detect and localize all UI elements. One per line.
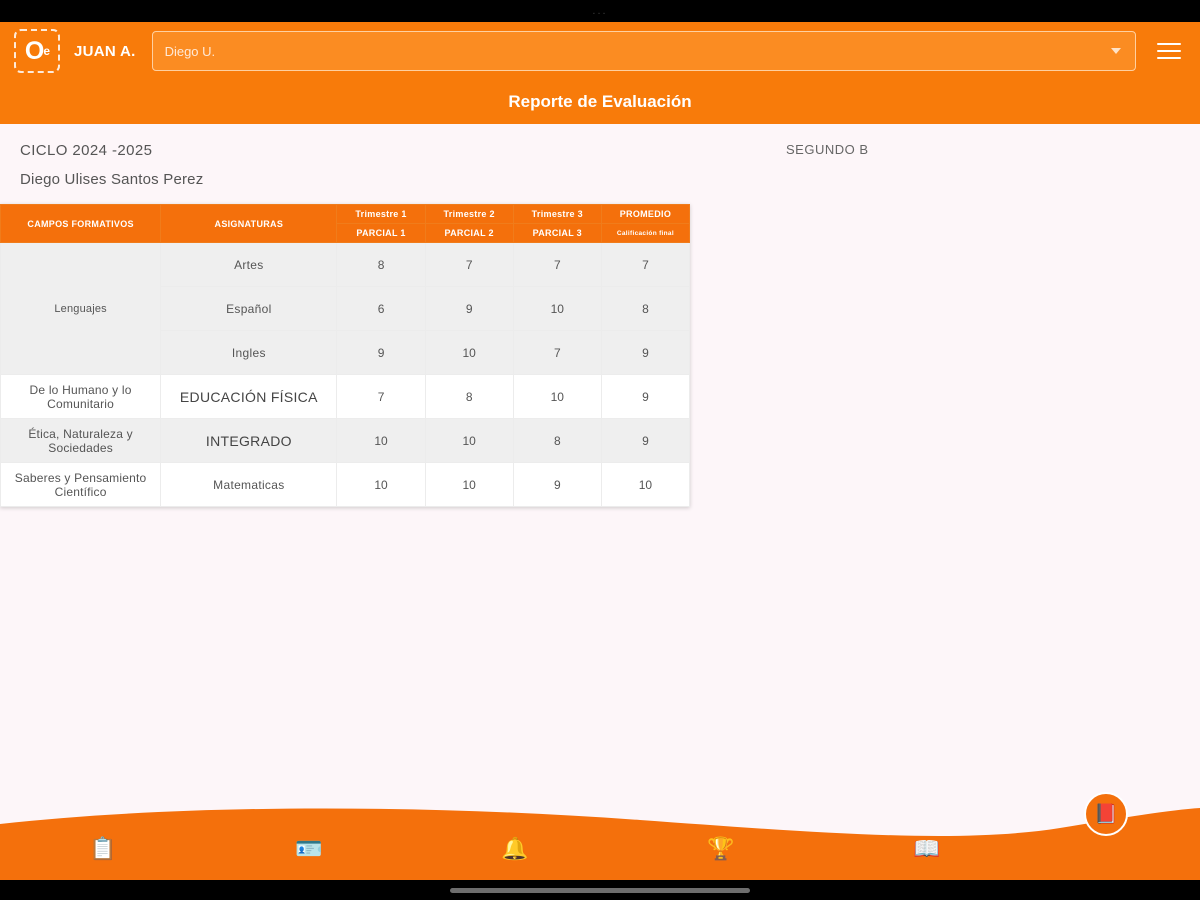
nav-item-trophy[interactable] (618, 818, 824, 880)
cell-t1: 7 (337, 375, 425, 419)
evaluation-table (0, 204, 690, 507)
content-area (0, 124, 1200, 880)
table-row (1, 463, 690, 507)
report-fab-button[interactable] (1084, 792, 1128, 836)
nav-item-book[interactable] (824, 818, 1030, 880)
report-icon: 📕 (1094, 804, 1118, 825)
page-title: Reporte de Evaluación (0, 80, 1200, 124)
table-row (1, 375, 690, 419)
evaluation-table-body (1, 243, 690, 507)
report-meta (0, 124, 1200, 188)
cell-promedio: 7 (601, 243, 689, 287)
nav-item-id-card[interactable] (206, 818, 412, 880)
cell-promedio: 9 (601, 419, 689, 463)
cell-campo: De lo Humano y lo Comunitario (1, 375, 161, 419)
header-calificacion-final: Calificación final (601, 224, 689, 243)
cell-t1: 9 (337, 331, 425, 375)
top-app-bar (0, 22, 1200, 80)
status-bar (0, 0, 1200, 22)
clipboard-clock-icon: 📋 (89, 836, 117, 861)
evaluation-table-container (0, 204, 690, 507)
cell-t1: 10 (337, 419, 425, 463)
header-trimestre-1: Trimestre 1 (337, 205, 425, 224)
nav-item-clipboard[interactable] (0, 818, 206, 880)
bottom-nav-items (0, 818, 1200, 880)
home-indicator (0, 880, 1200, 900)
cell-campo: Lenguajes (1, 243, 161, 375)
cell-t1: 6 (337, 287, 425, 331)
cell-t2: 9 (425, 287, 513, 331)
app-screen (0, 22, 1200, 880)
cell-t3: 7 (513, 331, 601, 375)
cell-asignatura: Artes (161, 243, 337, 287)
cell-asignatura: Ingles (161, 331, 337, 375)
table-row (1, 419, 690, 463)
nav-item-notifications[interactable] (412, 818, 618, 880)
report-meta-left (20, 142, 203, 188)
app-logo-superscript: e (43, 44, 50, 58)
book-icon: 📖 (913, 836, 941, 861)
header-trimestre-2: Trimestre 2 (425, 205, 513, 224)
header-parcial-3: PARCIAL 3 (513, 224, 601, 243)
group-label: SEGUNDO B (786, 142, 869, 157)
cell-t3: 7 (513, 243, 601, 287)
cell-t1: 8 (337, 243, 425, 287)
header-asignaturas: ASIGNATURAS (161, 205, 337, 243)
cell-t2: 8 (425, 375, 513, 419)
cell-promedio: 9 (601, 375, 689, 419)
teacher-name-label: JUAN A. (74, 42, 136, 60)
app-logo-icon (14, 29, 60, 73)
header-trimestre-3: Trimestre 3 (513, 205, 601, 224)
cell-asignatura: Matematicas (161, 463, 337, 507)
cell-t2: 10 (425, 331, 513, 375)
bell-icon: 🔔 (501, 836, 529, 861)
hamburger-menu-icon[interactable] (1152, 34, 1186, 68)
bottom-navigation (0, 798, 1200, 880)
status-bar-dots: ... (592, 5, 608, 17)
cell-asignatura: Español (161, 287, 337, 331)
cell-t3: 9 (513, 463, 601, 507)
student-select-dropdown[interactable] (152, 31, 1136, 71)
cell-t3: 10 (513, 287, 601, 331)
header-parcial-1: PARCIAL 1 (337, 224, 425, 243)
header-parcial-2: PARCIAL 2 (425, 224, 513, 243)
header-promedio: PROMEDIO (601, 205, 689, 224)
table-row (1, 243, 690, 287)
evaluation-table-head (1, 205, 690, 243)
cell-campo: Saberes y Pensamiento Científico (1, 463, 161, 507)
cell-t3: 8 (513, 419, 601, 463)
cell-promedio: 9 (601, 331, 689, 375)
cell-t3: 10 (513, 375, 601, 419)
home-indicator-bar (450, 888, 750, 893)
student-select-value: Diego U. (164, 43, 216, 59)
cell-t2: 7 (425, 243, 513, 287)
chevron-down-icon (1111, 48, 1121, 54)
cell-t2: 10 (425, 419, 513, 463)
app-logo-text: O (24, 36, 44, 65)
header-campos-formativos: CAMPOS FORMATIVOS (1, 205, 161, 243)
cell-t1: 10 (337, 463, 425, 507)
cell-asignatura: INTEGRADO (161, 419, 337, 463)
table-header-row-top (1, 205, 690, 224)
school-cycle-label: CICLO 2024 -2025 (20, 142, 153, 159)
cell-asignatura: EDUCACIÓN FÍSICA (161, 375, 337, 419)
cell-promedio: 10 (601, 463, 689, 507)
student-full-name-label: Diego Ulises Santos Perez (20, 171, 204, 188)
cell-campo: Ética, Naturaleza y Sociedades (1, 419, 161, 463)
id-card-icon: 🪪 (295, 836, 323, 861)
cell-promedio: 8 (601, 287, 689, 331)
trophy-icon: 🏆 (707, 836, 735, 861)
cell-t2: 10 (425, 463, 513, 507)
